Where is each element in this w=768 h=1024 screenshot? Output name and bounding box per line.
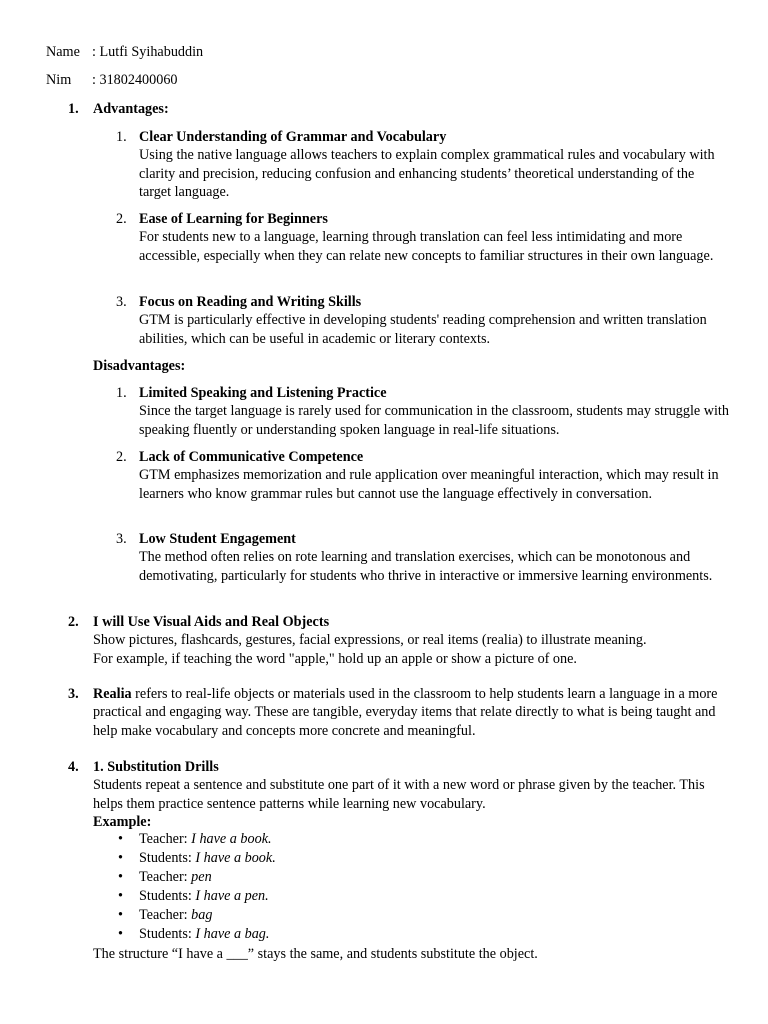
closing-sentence: The structure “I have a ___” stays the same, and students substitute the object. [93, 946, 538, 962]
line: I have a pen. [195, 888, 269, 904]
disadvantage-1-number: 1. [116, 385, 127, 401]
advantage-3-text: GTM is particularly effective in developing students' reading comprehension and written translation abilities, which can be useful in academic or literary contexts. [139, 312, 707, 347]
example-label: Example: [93, 814, 152, 831]
bullet-icon: • [118, 850, 123, 866]
advantage-1-title: Clear Understanding of Grammar and Vocabulary [139, 129, 447, 145]
question-2-answer [93, 613, 733, 668]
question-4-number: 4. [68, 759, 79, 775]
bullet-icon: • [118, 888, 123, 904]
question-3-number: 3. [68, 686, 79, 702]
disadvantage-item-2 [139, 448, 729, 503]
question-1-number: 1. [68, 101, 79, 117]
question-3-answer [93, 685, 733, 740]
bullet-icon: • [118, 926, 123, 942]
advantage-2-title: Ease of Learning for Beginners [139, 211, 328, 227]
bullet-icon: • [118, 831, 123, 847]
disadvantage-2-title: Lack of Communicative Competence [139, 449, 364, 465]
question-4-title: 1. Substitution Drills [93, 759, 219, 775]
name-line [46, 43, 203, 61]
advantage-item-1 [139, 128, 729, 202]
disadvantage-3-text: The method often relies on rote learning and translation exercises, which can be monotonous and demotivating, particularly for students who thrive in interactive or immersive learning environments. [139, 549, 713, 584]
advantage-item-3 [139, 293, 729, 348]
advantage-1-number: 1. [116, 129, 127, 145]
nim-label: Nim [46, 72, 72, 88]
speaker: Students: [139, 888, 196, 904]
disadvantages-heading: Disadvantages: [93, 358, 186, 374]
realia-definition: refers to real-life objects or materials used in the classroom to help students learn a language in a more practical and engaging way. These are tangible, everyday items that relate directly to what is being taught and help make vocabulary and concepts more concrete and meaningful. [93, 686, 718, 739]
question-4-text: Students repeat a sentence and substitute one part of it with a new word or phrase given by the teacher. This helps them practice sentence patterns while learning new vocabulary. [93, 777, 705, 812]
line: I have a bag. [195, 926, 270, 942]
name-label: Name [46, 44, 80, 60]
disadvantage-1-title: Limited Speaking and Listening Practice [139, 385, 387, 401]
line: pen [191, 869, 212, 885]
nim-value: : 31802400060 [92, 72, 178, 88]
disadvantage-item-1 [139, 384, 729, 439]
speaker: Teacher: [139, 907, 192, 923]
question-2-number: 2. [68, 614, 79, 630]
line: I have a book. [195, 850, 276, 866]
advantage-3-number: 3. [116, 294, 127, 310]
advantage-item-2 [139, 210, 729, 265]
question-2-line-1: Show pictures, flashcards, gestures, facial expressions, or real items (realia) to illustrate meaning. [93, 632, 647, 649]
speaker: Teacher: [139, 831, 192, 847]
advantage-1-text: Using the native language allows teachers to explain complex grammatical rules and vocabulary with clarity and precision, reducing confusion and enhancing students’ theoretical understanding of the target language. [139, 147, 715, 201]
disadvantage-1-text: Since the target language is rarely used for communication in the classroom, students may struggle with speaking fluently or understanding spoken language in real-life situations. [139, 403, 729, 438]
bullet-icon: • [118, 869, 123, 885]
disadvantage-2-number: 2. [116, 449, 127, 465]
line: I have a book. [191, 831, 272, 847]
speaker: Teacher: [139, 869, 192, 885]
speaker: Students: [139, 850, 196, 866]
advantages-heading: Advantages: [93, 101, 169, 117]
nim-line [46, 71, 178, 89]
advantage-3-title: Focus on Reading and Writing Skills [139, 294, 362, 310]
bullet-icon: • [118, 907, 123, 923]
question-2-line-2: For example, if teaching the word "apple," hold up an apple or show a picture of one. [93, 650, 577, 667]
advantage-2-number: 2. [116, 211, 127, 227]
advantage-2-text: For students new to a language, learning through translation can feel less intimidating and more accessible, especially when they can relate new concepts to familiar structures in their own language. [139, 229, 714, 264]
disadvantage-2-text: GTM emphasizes memorization and rule application over meaningful interaction, which may result in learners who know grammar rules but cannot use the language effectively in conversation. [139, 467, 719, 502]
disadvantage-3-number: 3. [116, 531, 127, 547]
speaker: Students: [139, 926, 196, 942]
question-2-title: I will Use Visual Aids and Real Objects [93, 614, 330, 630]
disadvantage-item-3 [139, 530, 729, 585]
line: bag [191, 907, 213, 923]
disadvantage-3-title: Low Student Engagement [139, 531, 296, 547]
question-4-answer [93, 758, 733, 832]
realia-term: Realia [93, 686, 132, 702]
name-value: : Lutfi Syihabuddin [92, 44, 204, 60]
